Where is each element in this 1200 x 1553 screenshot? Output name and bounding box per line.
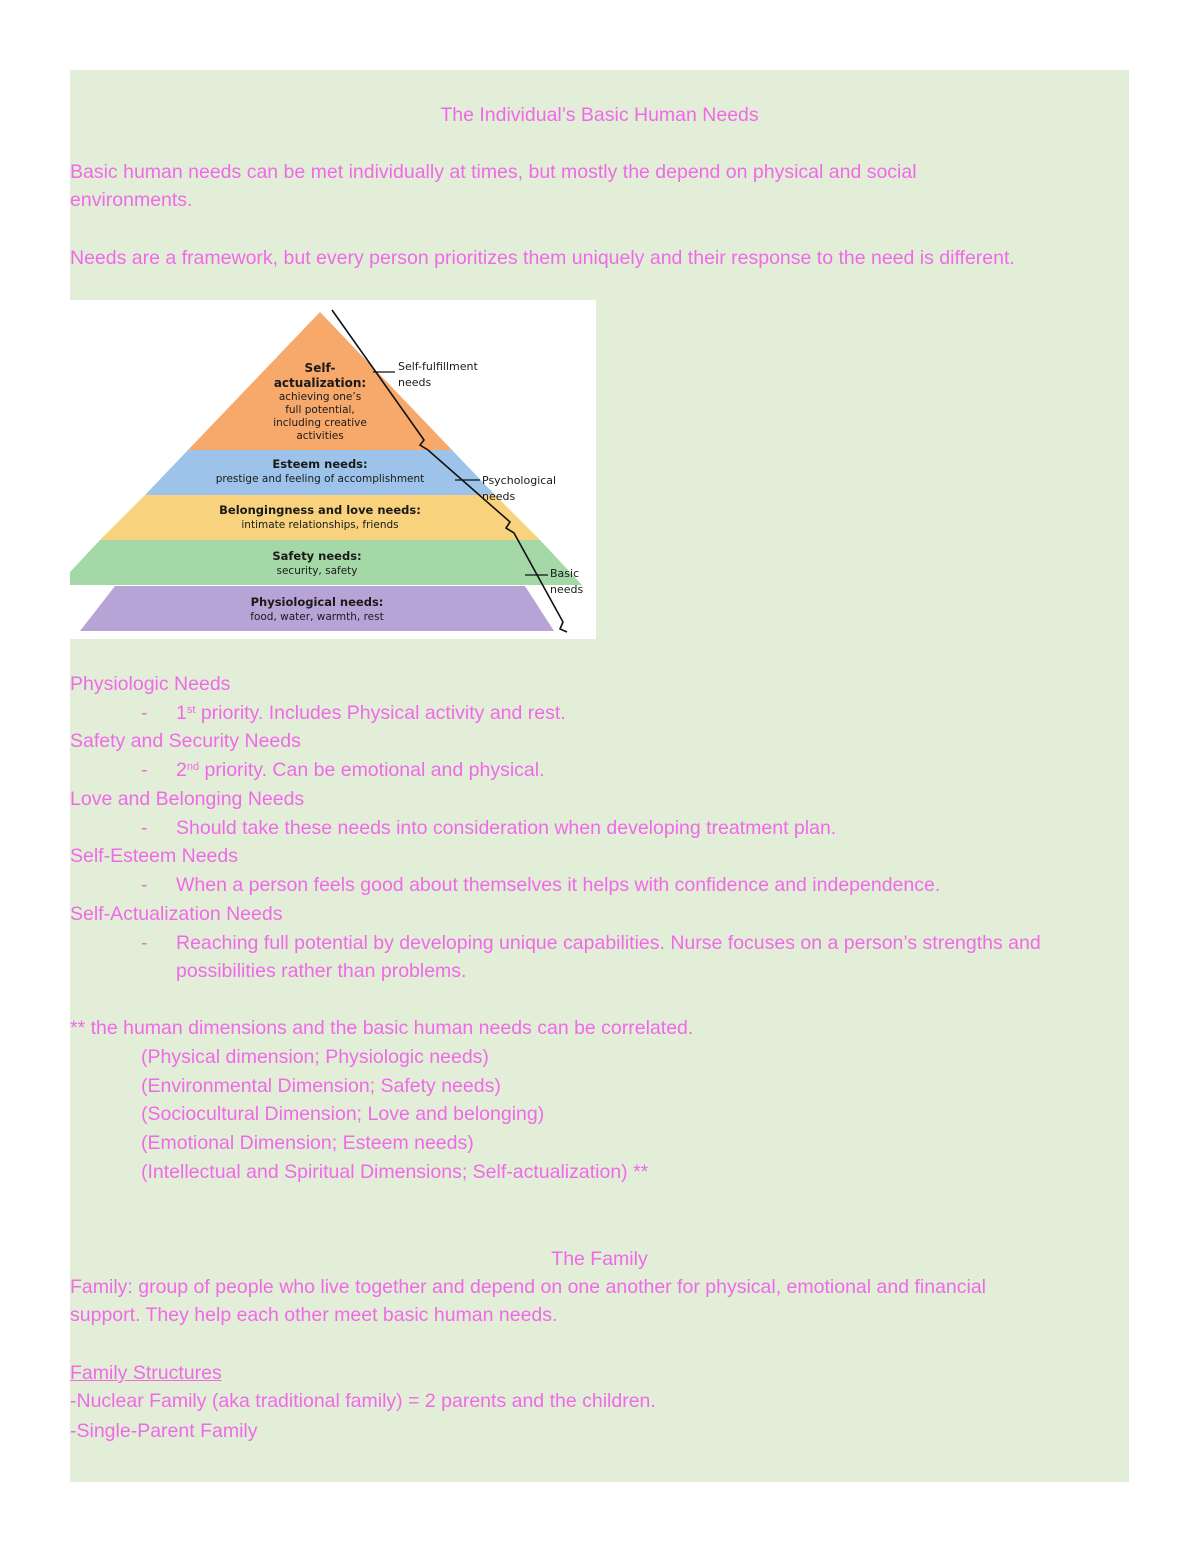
level-desc-safety: security, safety	[276, 565, 358, 577]
need-heading-physiologic: Physiologic Needs	[70, 673, 231, 695]
need-bullet-love: Should take these needs into consideration when developing treatment plan.	[176, 817, 837, 839]
need-heading-esteem: Self-Esteem Needs	[70, 845, 238, 867]
maslow-pyramid	[70, 300, 596, 639]
bracket-label-self-fulfillment: Self-fulfillment	[398, 360, 478, 373]
level-label-safety: Safety needs:	[272, 549, 362, 563]
family-structure-item: -Nuclear Family (aka traditional family) = 2 parents and the children.	[70, 1390, 656, 1412]
correlation-line: (Sociocultural Dimension; Love and belonging)	[141, 1103, 545, 1125]
level-label-belonging: Belongingness and love needs:	[219, 503, 421, 517]
maslow-pyramid-figure	[70, 300, 596, 639]
intro-line-1	[70, 158, 1030, 214]
family-structures-heading: Family Structures	[70, 1362, 222, 1384]
family-definition-1: Family: group of people who live together and depend on one another for physical, emotional and financial	[70, 1276, 987, 1298]
correlation-line: (Environmental Dimension; Safety needs)	[141, 1075, 501, 1097]
need-bullet-self-actualization-1: Reaching full potential by developing unique capabilities. Nurse focuses on a person’s strengths and	[176, 932, 1041, 954]
bullet-dash: -	[141, 874, 148, 896]
need-bullet-safety: 2nd priority. Can be emotional and physical.	[176, 759, 545, 781]
need-heading-self-actualization: Self-Actualization Needs	[70, 903, 283, 925]
level-desc-physiological: food, water, warmth, rest	[250, 611, 384, 623]
level-desc-self-3: including creative	[273, 417, 367, 429]
pyramid-level-belonging	[100, 495, 540, 540]
level-label-esteem: Esteem needs:	[272, 457, 368, 471]
bracket-label-psychological-2: needs	[482, 490, 516, 503]
correlation-intro: ** the human dimensions and the basic human needs can be correlated.	[70, 1017, 694, 1039]
bracket-label-self-fulfillment-2: needs	[398, 376, 432, 389]
need-heading-love: Love and Belonging Needs	[70, 788, 305, 810]
level-desc-self-2: full potential,	[285, 404, 355, 416]
bracket-label-psychological: Psychological	[482, 474, 557, 487]
bullet-dash: -	[141, 759, 148, 781]
level-label-self-2: actualization:	[273, 376, 367, 390]
level-label-physiological: Physiological needs:	[250, 595, 384, 609]
bullet-dash: -	[141, 932, 148, 954]
intro-paragraph-2: Needs are a framework, but every person prioritizes them uniquely and their response to the need is different.	[70, 247, 1015, 269]
correlation-line: (Emotional Dimension; Esteem needs)	[141, 1132, 474, 1154]
level-desc-self-4: activities	[296, 430, 344, 442]
correlation-line: (Intellectual and Spiritual Dimensions; Self-actualization) **	[141, 1161, 649, 1183]
page-title: The Individual’s Basic Human Needs	[440, 104, 759, 126]
bullet-dash: -	[141, 817, 148, 839]
intro-paragraph-1: Basic human needs can be met individually at times, but mostly the depend on physical and social environments.	[70, 161, 917, 211]
bullet-dash: -	[141, 702, 148, 724]
family-structure-item: -Single-Parent Family	[70, 1420, 258, 1442]
level-desc-belonging: intimate relationships, friends	[241, 519, 399, 531]
bracket-label-basic: Basic	[550, 567, 580, 580]
need-bullet-esteem: When a person feels good about themselves it helps with confidence and independence.	[176, 874, 941, 896]
level-desc-self-1: achieving one’s	[278, 391, 362, 403]
level-label-self: Self-	[304, 361, 336, 375]
need-bullet-physiologic: 1st priority. Includes Physical activity and rest.	[176, 702, 566, 724]
level-desc-esteem: prestige and feeling of accomplishment	[215, 473, 425, 485]
need-bullet-self-actualization-2: possibilities rather than problems.	[176, 960, 467, 982]
family-title: The Family	[551, 1248, 648, 1270]
family-definition-2: support. They help each other meet basic human needs.	[70, 1304, 558, 1326]
need-heading-safety: Safety and Security Needs	[70, 730, 301, 752]
bracket-label-basic-2: needs	[550, 583, 584, 596]
correlation-line: (Physical dimension; Physiologic needs)	[141, 1046, 489, 1068]
